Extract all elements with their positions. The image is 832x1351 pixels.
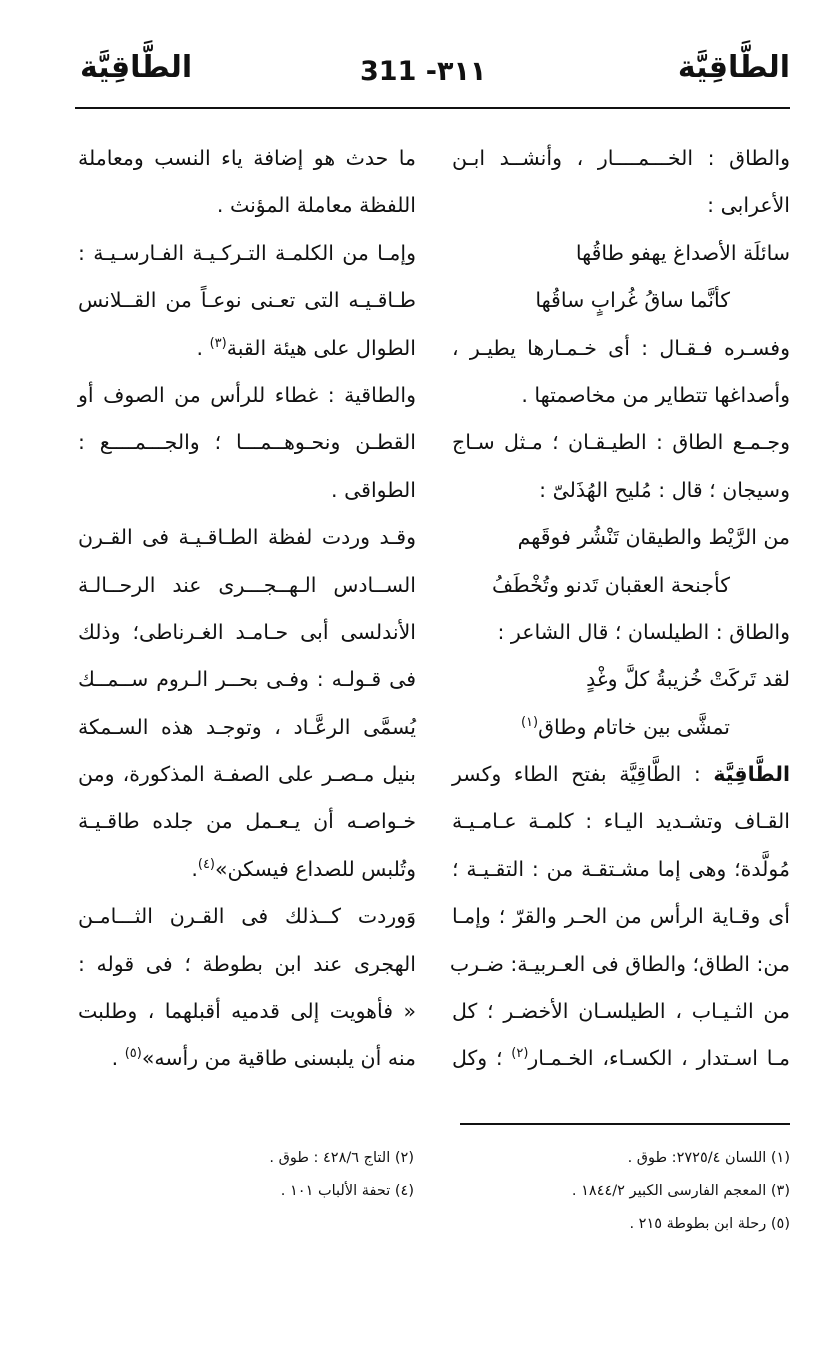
footnote-rule [460,1123,790,1125]
line-tail: . [191,856,198,881]
text-line [452,1035,790,1082]
header-rule [75,107,790,109]
line-text: تمشَّى بين خاتام وطاق [538,714,730,739]
text-line [78,798,416,845]
line-text: اللفظة معاملة المؤنث . [216,193,416,218]
text-line [452,751,790,798]
text-line [449,941,790,988]
text-line [78,609,416,656]
text-line [78,751,416,798]
footnote-2: (٢) التاج ٤٢٨/٦ : طوق . [269,1150,414,1166]
text-line [78,182,416,229]
text-line [452,562,790,609]
line-text: لقد تَركَتْ خُزيبةُ كلَّ وغْدٍ [586,667,790,692]
line-text: سائلَة الأصداغ يهفو طاقُها [575,240,790,265]
line-tail: . [111,1046,125,1071]
line-text: والطاق : الطيلسان ؛ قال الشاعر : [497,619,790,644]
line-text: خـواصـه أن يـعـمل من جلده طاقـيـة [78,809,416,834]
line-text: طـاقـيـه التى تعـنى نوعـاً من القــلانس [78,288,416,313]
line-text: والطاق : الخـــمــــار ، وأنشــد ابـن [452,146,790,170]
line-tail: ؛ وكل [452,1046,512,1071]
text-line [78,514,416,561]
text-line [78,988,416,1035]
text-line [452,277,790,324]
entry-headword: الطَّاقِيَّة [713,762,790,787]
line-text: القطـن ونحـوهــمـــا ؛ والجـــمــــع : [78,430,416,455]
line-text: وَوردت كــذلك فى القـرن الثـــامـن [78,904,416,929]
text-line [452,419,790,466]
text-line [78,277,416,324]
line-text: كأجنحة العقبان تَدنو وتُخْطَفُ [492,572,730,597]
text-line [452,135,790,182]
footnote-3: (٣) المعجم الفارسى الكبير ١٨٤٤/٢ . [571,1183,790,1199]
running-head-right: الطَّاقِيَّة [677,50,790,85]
line-text: وإمـا من الكلمـة التـركـيـة الفـارسـيـة : [78,240,416,265]
text-line [452,988,790,1035]
text-line [78,230,416,277]
line-text: وسيجان ؛ قال : مُليح الهُذَلىّ : [539,477,790,502]
line-text: « فأهويت إلى قدميه أقبلهما ، وطلبت [78,999,416,1024]
footnote-ref: (٤) [197,856,215,872]
line-text: والطاقية : غطاء للرأس من الصوف أو [78,382,416,407]
text-line [78,419,416,466]
line-text: وقـد وردت لفظة الطـاقـيـة فى القـرن [78,525,416,550]
text-line [452,372,790,419]
text-line [452,182,790,229]
line-text: من الثـيـاب ، الطيلسـان الأخضـر ؛ كل [452,999,790,1024]
line-text: كأنَّما ساقُ غُرابٍ ساقُها [535,288,730,313]
footnote-ref: (٢) [511,1046,529,1062]
line-text: منه أن يلبسنى طاقية من رأسه» [141,1046,416,1071]
text-line [452,656,790,703]
text-line [78,893,416,940]
line-text: الأندلسى أبى حـامـد الغـرناطى؛ وذلك [78,619,416,644]
line-text: الســادس الـهــجـــرى عند الرحــالـة [78,572,416,597]
footnote-1: (١) اللسان ٢٧٢٥/٤: طوق . [627,1150,790,1166]
footnote-ref: (٣) [209,335,227,351]
line-text: بنيل مـصـر على الصفـة المذكورة، ومن [78,762,416,787]
text-line [452,846,790,893]
line-text: وفسـره فـقـال : أى خـمـارها يطيـر ، [452,335,790,360]
text-line [452,704,790,751]
text-line [452,230,790,277]
text-line [452,893,790,940]
text-line [78,562,416,609]
text-line [78,135,416,182]
text-line [78,941,416,988]
line-text: الطوال على هيئة القبة [226,335,416,360]
text-line [78,846,416,893]
text-line [452,467,790,514]
line-text: مُولَّدة؛ وهى إما مشـتقـة من : التقـيـة ؛ [452,856,790,881]
line-text: فى قـولـه : وفـى بحــر الـروم ســمــك [78,667,416,692]
line-text: الأعرابى : [707,193,790,218]
running-head-left: الطَّاقِيَّة [80,50,193,85]
line-text: : الطَّاقِيَّة بفتح الطاء وكسر [452,762,714,787]
line-text: يُسمَّى الرعَّـاد ، وتوجـد هذه السـمكة [78,714,416,739]
text-line [452,798,790,845]
text-line [78,325,416,372]
text-line [452,514,790,561]
page-number: 311 -٣١١ [360,56,487,87]
footnote-5: (٥) رحلة ابن بطوطة ٢١٥ . [629,1216,790,1232]
line-text: أى وقـاية الرأس من الحـر والقرّ ؛ وإمـا [452,904,790,929]
text-line [78,656,416,703]
line-tail: . [196,335,210,360]
line-text: من: الطاق؛ والطاق فى العـربيـة: ضـرب [449,951,790,976]
line-text: وتُلبس للصداع فيسكن» [215,856,416,881]
text-line [78,704,416,751]
text-line [78,467,416,514]
line-text: الهجرى عند ابن بطوطة ؛ فى قوله : [78,951,416,976]
line-text: الطواقى . [331,477,416,502]
footnote-ref: (١) [520,714,539,730]
text-line [452,325,790,372]
line-text: وأصداغها تتطاير من مخاصمتها . [521,382,790,407]
text-line [78,1035,416,1082]
footnote-4: (٤) تحفة الألباب ١٠١ . [280,1183,414,1199]
left-column [78,135,416,1083]
line-text: وجـمـع الطاق : الطيـقـان ؛ مـثل سـاج [452,430,790,455]
footnote-ref: (٥) [124,1046,142,1062]
line-text: ما حدث هو إضافة ياء النسب ومعاملة [78,146,416,170]
line-text: مـا اسـتدار ، الكسـاء، الخـمـار [528,1046,790,1071]
text-line [452,609,790,656]
line-text: من الرَّيْط والطيقان تَنْشُر فوقَهم [517,525,790,550]
line-text: القـاف وتشـديد اليـاء : كلمـة عـامـيـة [452,809,790,834]
right-column [449,135,790,1083]
text-line [78,372,416,419]
